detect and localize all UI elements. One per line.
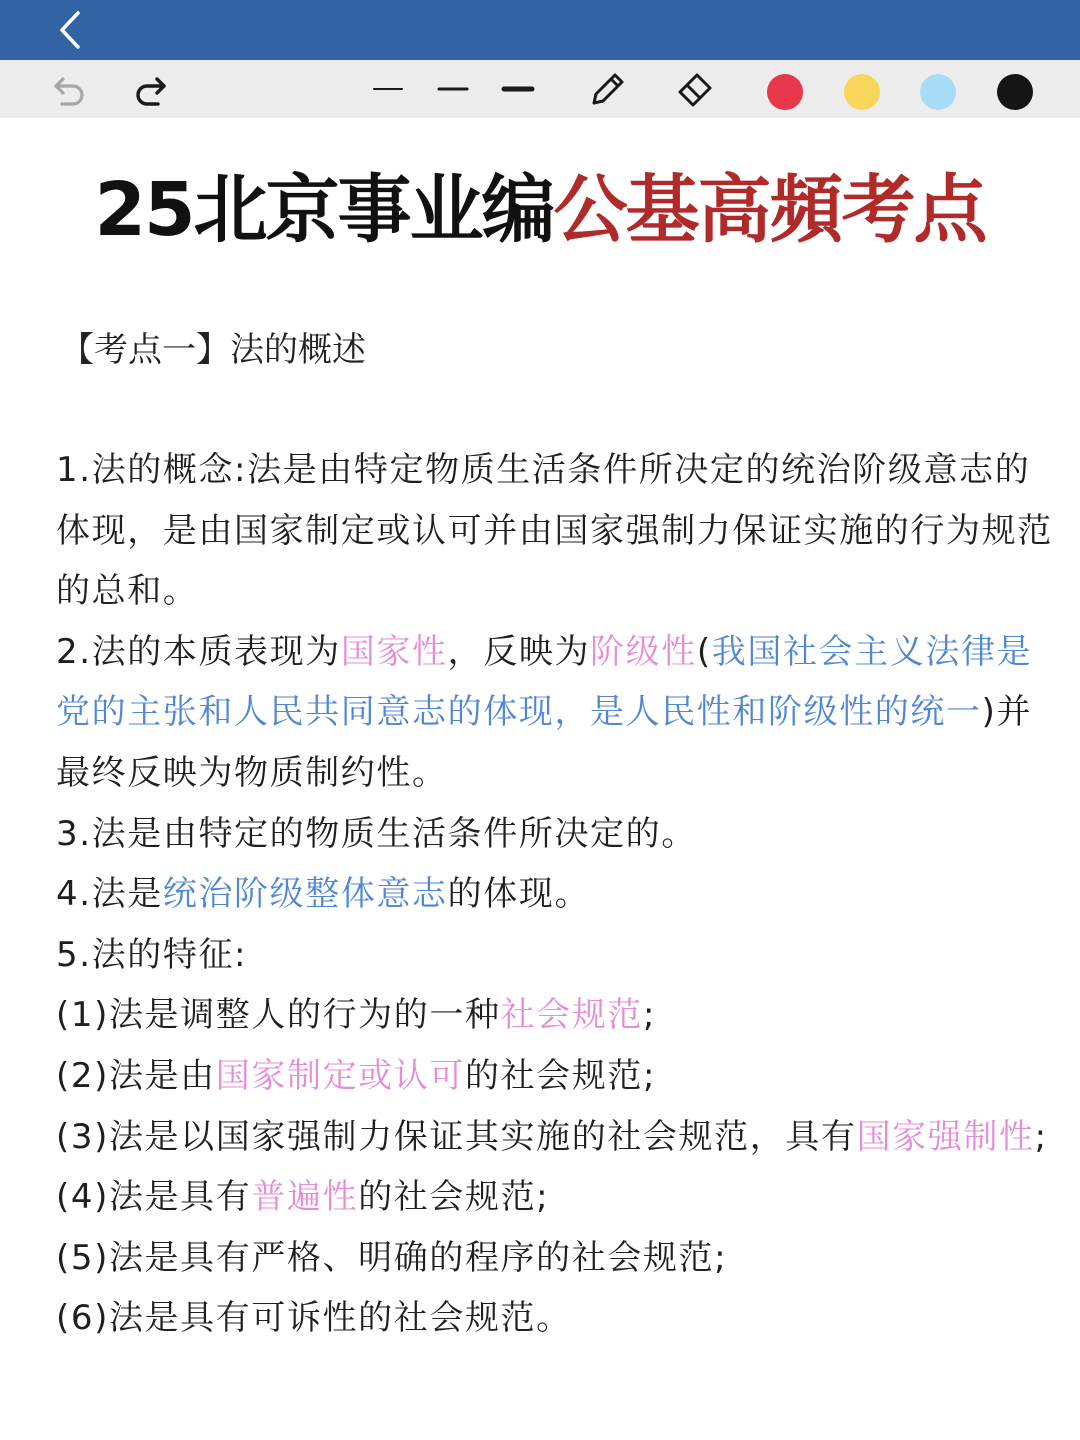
note-line (56, 1046, 1056, 1107)
top-bar (0, 0, 1080, 60)
body-text: (3)法是以国家强制力保证其实施的社会规范，具有 (56, 1116, 857, 1157)
body-text: ( (696, 631, 712, 672)
note-line (56, 925, 1056, 986)
note-line (56, 1107, 1056, 1168)
title-part-dark: 25北京事业编 (94, 167, 554, 253)
body-text: (5)法是具有严格、明确的程序的社会规范; (56, 1237, 728, 1278)
thick-line-icon (496, 67, 540, 111)
redo-icon (130, 69, 170, 109)
highlight-text: 国家性 (340, 631, 448, 672)
title-part-accent: 公基高頻考点 (553, 167, 986, 253)
color-black-button[interactable] (997, 74, 1033, 110)
body-text: (4)法是具有 (56, 1177, 252, 1218)
body-text: 3.法是由特定的物质生活条件所决定的。 (56, 813, 697, 854)
body-text: 1.法的概念:法是由特定物质生活条件所决定的统治阶级意志的体现，是由国家制定或认可并由国家强制力保证实施的行为规范的总和。 (56, 450, 1053, 612)
note-content (56, 440, 1056, 1349)
thin-line-button[interactable] (366, 67, 410, 111)
body-text: 的社会规范; (358, 1177, 550, 1218)
undo-button[interactable] (48, 67, 92, 111)
body-text: 的体现。 (447, 874, 591, 915)
section-heading: 【考点一】法的概述 (60, 330, 366, 370)
note-line (56, 622, 1056, 804)
body-text: (6)法是具有可诉性的社会规范。 (56, 1298, 572, 1339)
note-line (56, 1288, 1056, 1349)
redo-button[interactable] (128, 67, 172, 111)
pencil-button[interactable] (586, 67, 630, 111)
drawing-toolbar (0, 60, 1080, 118)
pencil-icon (586, 67, 630, 111)
note-line (56, 985, 1056, 1046)
undo-icon (50, 69, 90, 109)
note-line (56, 804, 1056, 865)
highlight-text: 国家制定或认可 (215, 1055, 465, 1096)
highlight-text: 阶级性 (590, 631, 697, 672)
body-text: ; (642, 995, 657, 1036)
note-line (56, 1167, 1056, 1228)
medium-line-button[interactable] (431, 67, 475, 111)
eraser-icon (673, 67, 717, 111)
back-button[interactable] (48, 8, 92, 52)
page-title (0, 160, 1080, 260)
eraser-button[interactable] (673, 67, 717, 111)
chevron-left-icon (56, 8, 84, 52)
thick-line-button[interactable] (496, 67, 540, 111)
highlight-text: 国家强制性 (856, 1116, 1035, 1157)
body-text: 2.法的本质表现为 (56, 631, 341, 672)
thin-line-icon (366, 67, 410, 111)
highlight-text: 我国社会主义法律是党的主张和人民共同意志的体现，是人民性和阶级性的统一 (56, 631, 1033, 733)
note-line (56, 1228, 1056, 1289)
body-text: (2)法是由 (56, 1055, 216, 1096)
medium-line-icon (431, 67, 475, 111)
color-yellow-button[interactable] (844, 74, 880, 110)
color-light-blue-button[interactable] (920, 74, 956, 110)
highlight-text: 统治阶级整体意志 (162, 874, 448, 915)
note-line (56, 864, 1056, 925)
highlight-text: 社会规范 (500, 995, 643, 1036)
body-text: 5.法的特征: (56, 934, 248, 975)
body-text: 4.法是 (56, 874, 163, 915)
body-text: )并最终反映为物质制约性。 (56, 692, 1033, 793)
highlight-text: 普遍性 (251, 1177, 359, 1218)
body-text: 的社会规范; (464, 1055, 657, 1096)
body-text: ; (1034, 1116, 1048, 1157)
color-red-button[interactable] (767, 74, 803, 110)
body-text: ，反映为 (447, 631, 591, 672)
note-line (56, 440, 1056, 622)
body-text: (1)法是调整人的行为的一种 (56, 995, 501, 1036)
